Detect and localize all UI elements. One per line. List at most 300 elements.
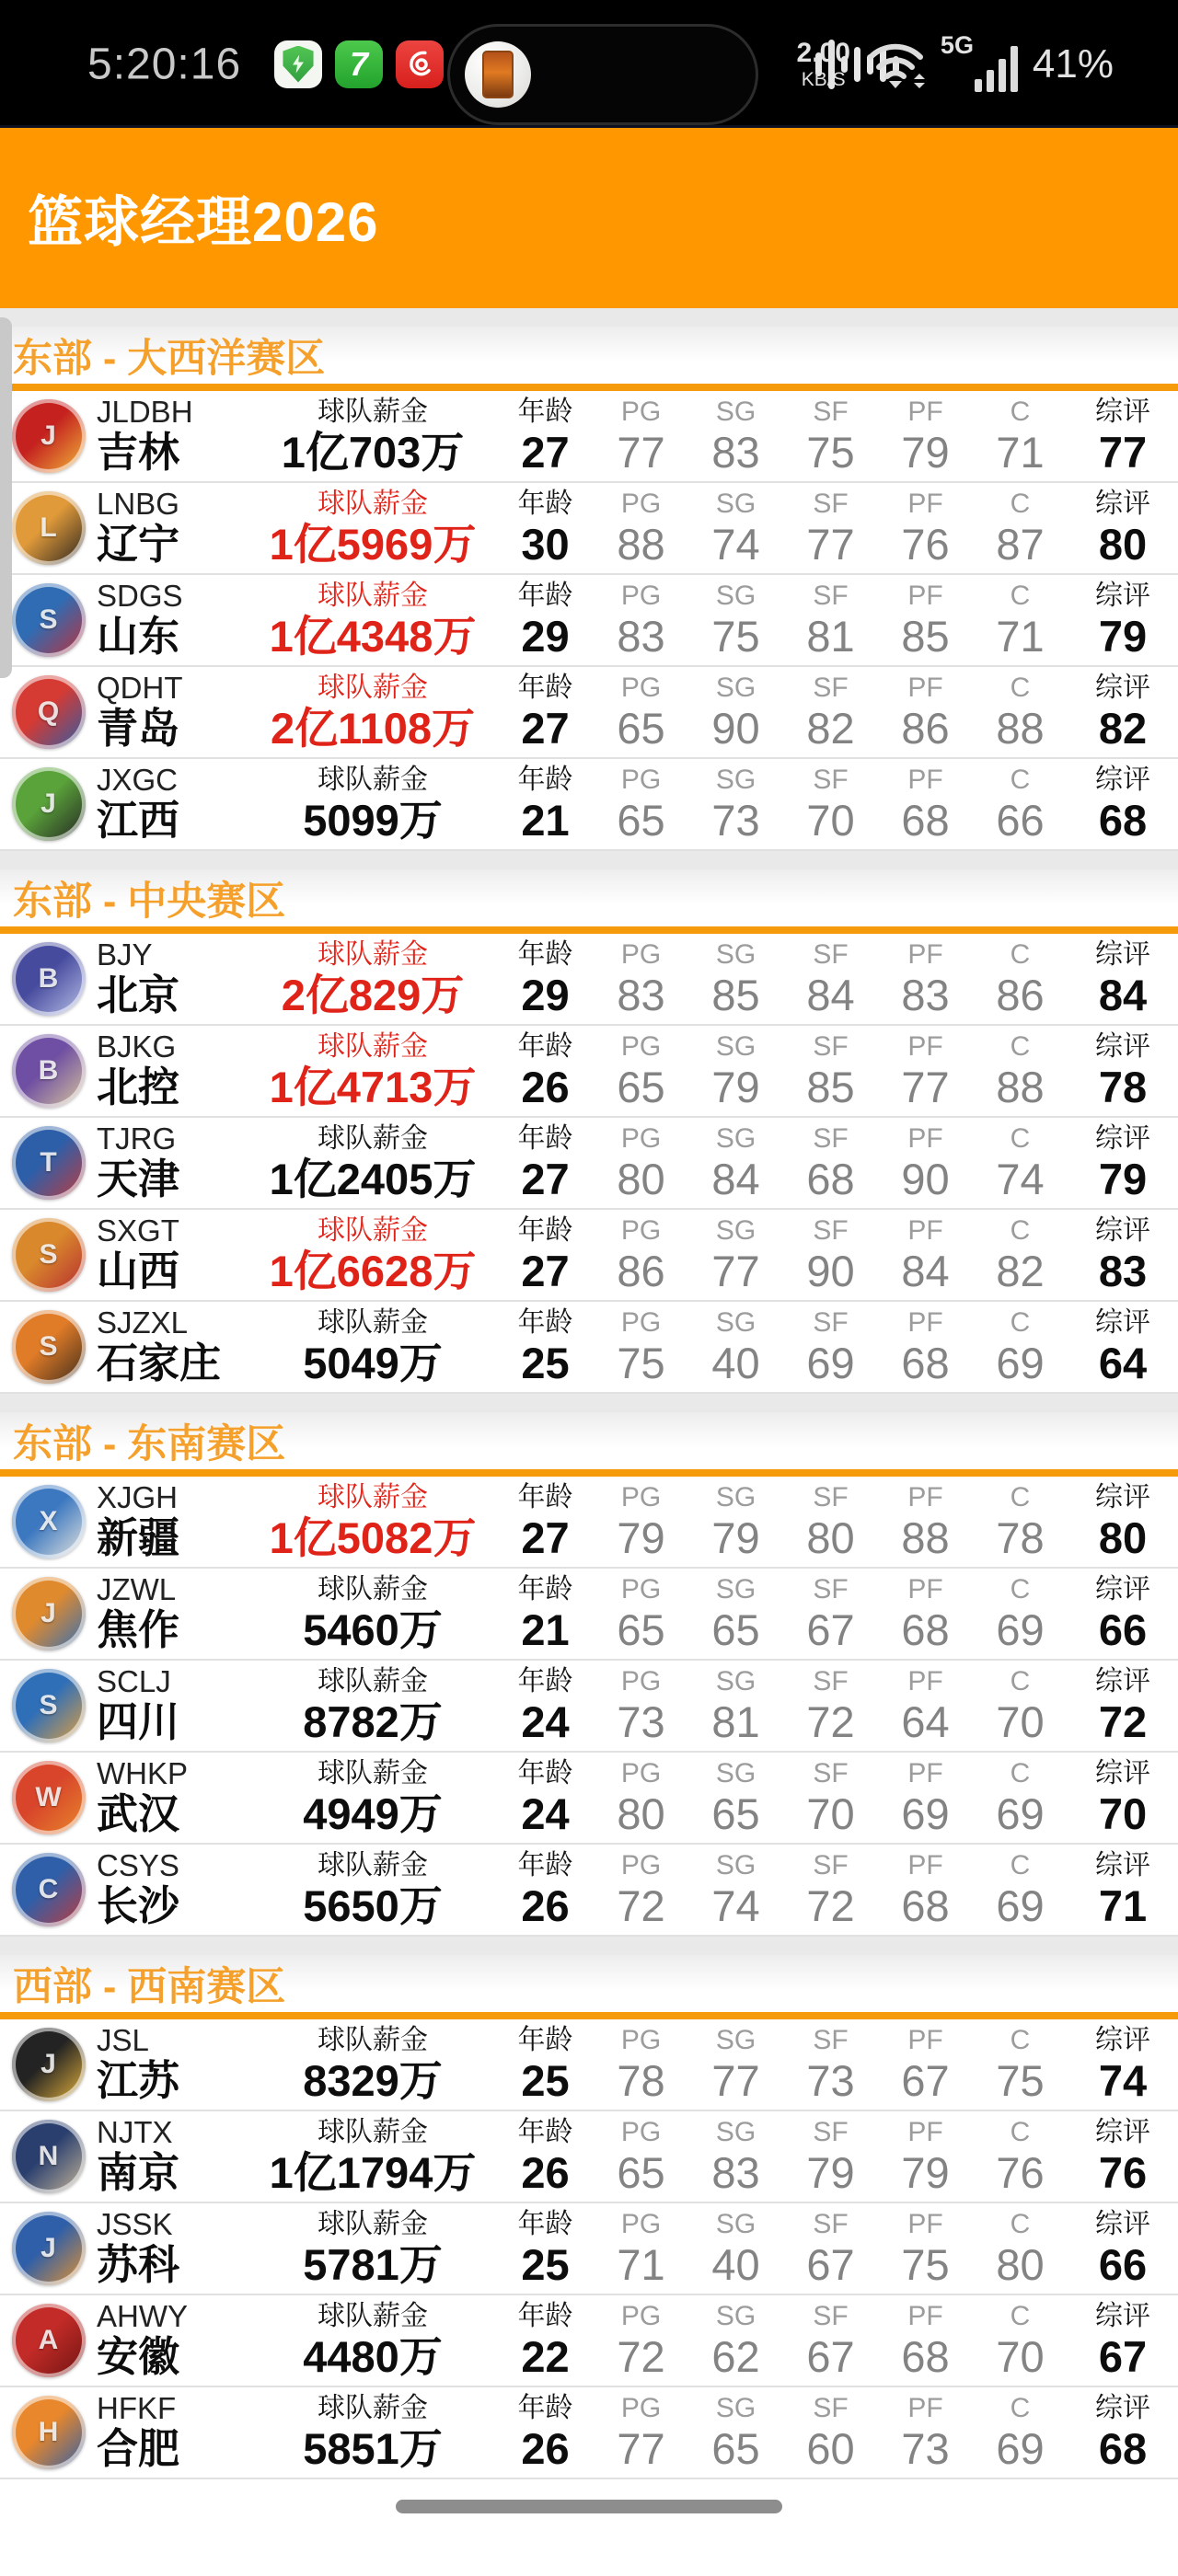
salary-cell [248,2117,497,2197]
team-row[interactable] [0,934,1178,1026]
team-identity [97,1757,248,1837]
overall-label: 综评 [1095,488,1150,519]
team-identity [97,488,248,568]
team-row[interactable] [0,391,1178,483]
overall-value: 66 [1098,2239,1148,2289]
stat-cell-pg: PG 86 [617,1214,665,1295]
age-value: 24 [521,1788,570,1838]
overall-label: 综评 [1095,1757,1150,1788]
salary-value: 4949万 [303,1788,443,1838]
team-row[interactable] [0,1118,1178,1210]
seven-app-icon [335,40,383,88]
team-name: 江苏 [97,2057,180,2105]
team-logo-icon [12,1761,86,1834]
logo-cell [0,1218,97,1292]
team-logo-icon [12,2028,86,2101]
salary-label: 球队薪金 [318,1757,428,1788]
salary-cell [248,2025,497,2105]
team-code: WHKP [97,1756,188,1791]
stat-cell-pg: PG 73 [617,1665,665,1746]
stat-cell-c: C 70 [996,2300,1045,2381]
team-name: 安徽 [97,2333,180,2381]
salary-label: 球队薪金 [318,1030,428,1062]
team-name: 长沙 [97,1882,180,1930]
team-code: SDGS [97,579,183,614]
salary-cell [248,1758,497,1838]
team-name: 武汉 [97,1790,180,1838]
age-label: 年龄 [517,1481,573,1512]
logo-cell [0,1126,97,1200]
stat-cell-c: C 82 [996,1214,1045,1295]
age-label: 年龄 [517,672,573,703]
team-logo-icon [12,1218,86,1292]
network-type-label: 5G [940,30,974,59]
section-title: 东部 - 中央赛区 [13,879,286,924]
team-logo-icon [12,1577,86,1650]
team-identity [97,396,248,476]
age-label: 年龄 [517,1849,573,1880]
logo-cell [0,1310,97,1384]
stat-cell-sg: SG 81 [711,1665,760,1746]
team-logo-initial: J [40,788,56,819]
salary-cell [248,1123,497,1203]
overall-cell [1068,1031,1178,1111]
age-cell [497,1666,594,1746]
age-label: 年龄 [517,938,573,970]
logo-cell [0,1853,97,1926]
salary-cell [248,939,497,1019]
team-code: BJKG [97,1029,177,1064]
overall-label: 综评 [1095,1481,1150,1512]
stat-cell-pf: PF 69 [901,1757,950,1838]
logo-cell [0,1761,97,1834]
team-name: 四川 [97,1698,180,1746]
team-logo-icon [12,1310,86,1384]
netease-music-icon [396,40,444,88]
salary-value: 1亿2405万 [269,1154,477,1203]
salary-label: 球队薪金 [318,580,428,611]
team-code: JLDBH [97,395,193,430]
age-value: 27 [521,1246,570,1295]
overall-value: 80 [1098,519,1148,569]
age-value: 27 [521,1512,570,1562]
age-value: 26 [521,2147,570,2197]
signal-bars-icon [975,46,1018,92]
team-row[interactable] [0,483,1178,575]
team-identity [97,2116,248,2196]
overall-value: 68 [1098,795,1148,845]
age-cell [497,1574,594,1654]
stat-cell-c: C 71 [996,396,1045,477]
stat-cell-sg: SG 73 [711,764,760,845]
overall-label: 综评 [1095,938,1150,970]
team-name: 吉林 [97,429,180,477]
team-identity [97,2024,248,2104]
stat-cell-pg: PG 75 [617,1306,665,1387]
stat-cell-sg: SG 65 [711,1757,760,1838]
logo-cell [0,1034,97,1108]
team-code: CSYS [97,1848,179,1883]
team-row[interactable] [0,1569,1178,1661]
team-identity [97,1122,248,1202]
team-row[interactable] [0,759,1178,851]
stat-cell-pf: PF 88 [901,1481,950,1562]
team-logo-initial: Q [37,696,60,727]
stat-cell-c: C 78 [996,1481,1045,1562]
overall-label: 综评 [1095,580,1150,611]
team-row[interactable] [0,1477,1178,1569]
age-cell [497,2117,594,2197]
overall-label: 综评 [1095,1214,1150,1246]
salary-value: 2亿829万 [281,970,465,1019]
age-cell [497,1482,594,1562]
stat-cell-c: C 69 [996,1849,1045,1930]
team-name: 天津 [97,1156,180,1203]
section-title: 东部 - 大西洋赛区 [13,336,326,381]
overall-cell [1068,673,1178,753]
team-code: SXGT [97,1213,179,1248]
logo-cell [0,1485,97,1558]
team-row[interactable] [0,2111,1178,2203]
stat-cell-pg: PG 88 [617,488,665,569]
salary-label: 球队薪金 [318,1306,428,1338]
age-value: 30 [521,519,570,569]
salary-value: 1亿5969万 [269,519,477,569]
overall-value: 72 [1098,1696,1148,1746]
team-logo-icon [12,583,86,657]
team-code: TJRG [97,1121,177,1156]
team-code: LNBG [97,487,179,522]
salary-label: 球队薪金 [318,2024,428,2055]
overall-cell [1068,1758,1178,1838]
salary-value: 1亿4713万 [269,1062,477,1111]
age-label: 年龄 [517,764,573,795]
team-code: BJY [97,937,153,972]
section-gap [0,308,1178,327]
stat-cell-c: C 66 [996,764,1045,845]
team-logo-icon [12,942,86,1016]
team-code: XJGH [97,1480,179,1515]
age-cell [497,1215,594,1295]
stat-cell-sf: SF 79 [806,2116,855,2197]
team-identity [97,764,248,844]
team-logo-icon [12,1126,86,1200]
team-logo-icon [12,2212,86,2285]
overall-value: 82 [1098,703,1148,753]
team-identity [97,1573,248,1653]
age-label: 年龄 [517,1573,573,1604]
battery-percent: 41% [1032,40,1114,86]
logo-cell [0,2028,97,2101]
team-identity [97,1030,248,1110]
team-logo-initial: S [39,1239,58,1270]
camera-lens [465,41,531,108]
team-code: SJZXL [97,1305,189,1340]
salary-label: 球队薪金 [318,672,428,703]
division-section [0,1394,1178,1937]
age-value: 26 [521,2423,570,2473]
stat-cell-sg: SG 74 [711,1849,760,1930]
team-code: JSSK [97,2207,173,2242]
salary-cell [248,2209,497,2289]
team-logo-initial: B [38,963,59,994]
age-label: 年龄 [517,1122,573,1154]
team-row[interactable] [0,1845,1178,1937]
salary-label: 球队薪金 [318,1665,428,1696]
network-speed [796,37,850,90]
team-row[interactable] [0,1753,1178,1845]
stat-cell-sg: SG 83 [711,2116,760,2197]
overall-value: 70 [1098,1788,1148,1838]
team-name: 苏科 [97,2241,180,2289]
team-identity [97,2392,248,2472]
stat-cell-pg: PG 80 [617,1122,665,1203]
stat-cell-sg: SG 77 [711,2024,760,2105]
age-label: 年龄 [517,2116,573,2147]
scrollbar[interactable] [0,317,12,678]
section-divider [0,2012,1178,2019]
team-logo-icon [12,491,86,565]
team-identity [97,938,248,1018]
overall-value: 79 [1098,1154,1148,1203]
age-cell [497,2025,594,2105]
team-logo-icon [12,1669,86,1742]
stat-cell-sf: SF 81 [806,580,855,661]
salary-label: 球队薪金 [318,2392,428,2423]
stat-cell-pg: PG 65 [617,2116,665,2197]
team-row[interactable] [0,1026,1178,1118]
team-logo-icon [12,767,86,841]
salary-value: 5049万 [303,1338,443,1387]
team-logo-initial: L [40,512,57,543]
age-value: 27 [521,427,570,477]
stat-cell-sg: SG 65 [711,2392,760,2473]
team-row[interactable] [0,2387,1178,2479]
home-indicator[interactable] [396,2500,782,2513]
salary-cell [248,1850,497,1930]
team-identity [97,2208,248,2288]
age-value: 22 [521,2331,570,2381]
logo-cell [0,2396,97,2469]
overall-value: 71 [1098,1880,1148,1930]
stat-cell-pg: PG 79 [617,1481,665,1562]
age-label: 年龄 [517,396,573,427]
team-rows [0,2019,1178,2479]
age-cell [497,1123,594,1203]
stat-cell-c: C 74 [996,1122,1045,1203]
status-right-cluster [796,30,1114,94]
salary-value: 1亿4348万 [269,611,477,661]
overall-cell [1068,2301,1178,2381]
team-name: 合肥 [97,2425,180,2473]
team-identity [97,2300,248,2380]
team-row[interactable] [0,1210,1178,1302]
overall-cell [1068,2025,1178,2105]
team-name: 辽宁 [97,521,180,569]
overall-cell [1068,1574,1178,1654]
stat-cell-c: C 69 [996,1757,1045,1838]
team-logo-initial: A [38,2325,59,2355]
section-divider [0,384,1178,391]
shield-security-icon [274,40,322,88]
age-cell [497,2209,594,2289]
team-logo-initial: B [38,1055,59,1086]
gesture-nav-area [0,2479,1178,2539]
age-label: 年龄 [517,2024,573,2055]
stat-cell-pg: PG 71 [617,2208,665,2289]
salary-value: 1亿6628万 [269,1246,477,1295]
overall-cell [1068,1307,1178,1387]
team-logo-initial: H [38,2417,59,2447]
age-cell [497,1850,594,1930]
team-logo-initial: J [40,420,56,451]
stat-cell-sf: SF 69 [806,1306,855,1387]
wifi-icon [865,39,926,90]
team-identity [97,672,248,752]
stat-cell-sf: SF 85 [806,1030,855,1111]
section-divider [0,1469,1178,1477]
team-rows [0,934,1178,1394]
salary-label: 球队薪金 [318,1849,428,1880]
salary-cell [248,1307,497,1387]
team-row[interactable] [0,575,1178,667]
salary-label: 球队薪金 [318,2300,428,2331]
stat-cell-pf: PF 75 [901,2208,950,2289]
age-value: 29 [521,611,570,661]
stat-cell-sg: SG 77 [711,1214,760,1295]
stat-cell-pf: PF 68 [901,1849,950,1930]
stat-cell-sg: SG 83 [711,396,760,477]
salary-label: 球队薪金 [318,488,428,519]
stat-cell-c: C 76 [996,2116,1045,2197]
overall-value: 66 [1098,1604,1148,1654]
logo-cell [0,1669,97,1742]
salary-cell [248,673,497,753]
salary-cell [248,1482,497,1562]
stat-cell-pf: PF 84 [901,1214,950,1295]
stat-cell-c: C 88 [996,1030,1045,1111]
lightning-bolt-icon [293,55,304,74]
stat-cell-pf: PF 68 [901,1573,950,1654]
team-rows [0,1477,1178,1937]
overall-label: 综评 [1095,672,1150,703]
notification-icons [274,40,444,88]
lens-reflection [482,51,514,98]
stat-cell-pg: PG 65 [617,672,665,753]
salary-label: 球队薪金 [318,2208,428,2239]
overall-value: 84 [1098,970,1148,1019]
overall-cell [1068,2393,1178,2473]
salary-value: 8782万 [303,1696,443,1746]
team-row[interactable] [0,667,1178,759]
team-logo-initial: C [38,1874,59,1904]
team-row[interactable] [0,2203,1178,2295]
salary-value: 5650万 [303,1880,443,1930]
age-value: 29 [521,970,570,1019]
stat-cell-sg: SG 75 [711,580,760,661]
team-logo-initial: W [35,1782,62,1812]
overall-value: 64 [1098,1338,1148,1387]
team-identity [97,1481,248,1561]
section-divider [0,926,1178,934]
team-logo-initial: T [40,1147,57,1178]
age-label: 年龄 [517,1214,573,1246]
salary-value: 5460万 [303,1604,443,1654]
stat-cell-pf: PF 86 [901,672,950,753]
salary-cell [248,2301,497,2381]
stat-cell-sf: SF 80 [806,1481,855,1562]
stat-cell-pf: PF 64 [901,1665,950,1746]
age-label: 年龄 [517,1306,573,1338]
stat-cell-c: C 69 [996,1573,1045,1654]
team-name: 北控 [97,1064,180,1111]
overall-cell [1068,1482,1178,1562]
section-gap [0,1937,1178,1955]
team-identity [97,1214,248,1294]
stat-cell-sg: SG 40 [711,1306,760,1387]
team-name: 山东 [97,613,180,661]
team-logo-icon [12,2396,86,2469]
overall-label: 综评 [1095,2024,1150,2055]
team-row[interactable] [0,2295,1178,2387]
stat-cell-pf: PF 68 [901,1306,950,1387]
age-value: 25 [521,2239,570,2289]
stat-cell-sf: SF 67 [806,2300,855,2381]
stat-cell-c: C 75 [996,2024,1045,2105]
stat-cell-pf: PF 76 [901,488,950,569]
team-logo-icon [12,675,86,749]
logo-cell [0,491,97,565]
stat-cell-pg: PG 83 [617,580,665,661]
stat-cell-pf: PF 68 [901,2300,950,2381]
salary-value: 5781万 [303,2239,443,2289]
stat-cell-sg: SG 65 [711,1573,760,1654]
age-cell [497,673,594,753]
stat-cell-c: C 71 [996,580,1045,661]
stat-cell-c: C 86 [996,938,1045,1019]
team-identity [97,1849,248,1929]
shield-shape [282,46,315,83]
overall-label: 综评 [1095,1122,1150,1154]
stat-cell-sg: SG 79 [711,1481,760,1562]
overall-label: 综评 [1095,396,1150,427]
team-logo-initial: N [38,2141,59,2171]
team-row[interactable] [0,2019,1178,2111]
team-row[interactable] [0,1661,1178,1753]
stat-cell-sf: SF 67 [806,2208,855,2289]
overall-value: 77 [1098,427,1148,477]
stat-cell-pf: PF 83 [901,938,950,1019]
team-row[interactable] [0,1302,1178,1394]
team-identity [97,1665,248,1745]
overall-label: 综评 [1095,2392,1150,2423]
salary-cell [248,1666,497,1746]
stat-cell-pg: PG 72 [617,2300,665,2381]
speed-unit: KB/S [801,68,846,90]
overall-value: 80 [1098,1512,1148,1562]
section-header [0,1412,1178,1469]
age-label: 年龄 [517,580,573,611]
stat-cell-sf: SF 60 [806,2392,855,2473]
stat-cell-pf: PF 85 [901,580,950,661]
salary-cell [248,1574,497,1654]
age-cell [497,1031,594,1111]
salary-cell [248,1031,497,1111]
salary-cell [248,765,497,845]
stat-cell-pg: PG 65 [617,1573,665,1654]
salary-label: 球队薪金 [318,2116,428,2147]
salary-label: 球队薪金 [318,1481,428,1512]
